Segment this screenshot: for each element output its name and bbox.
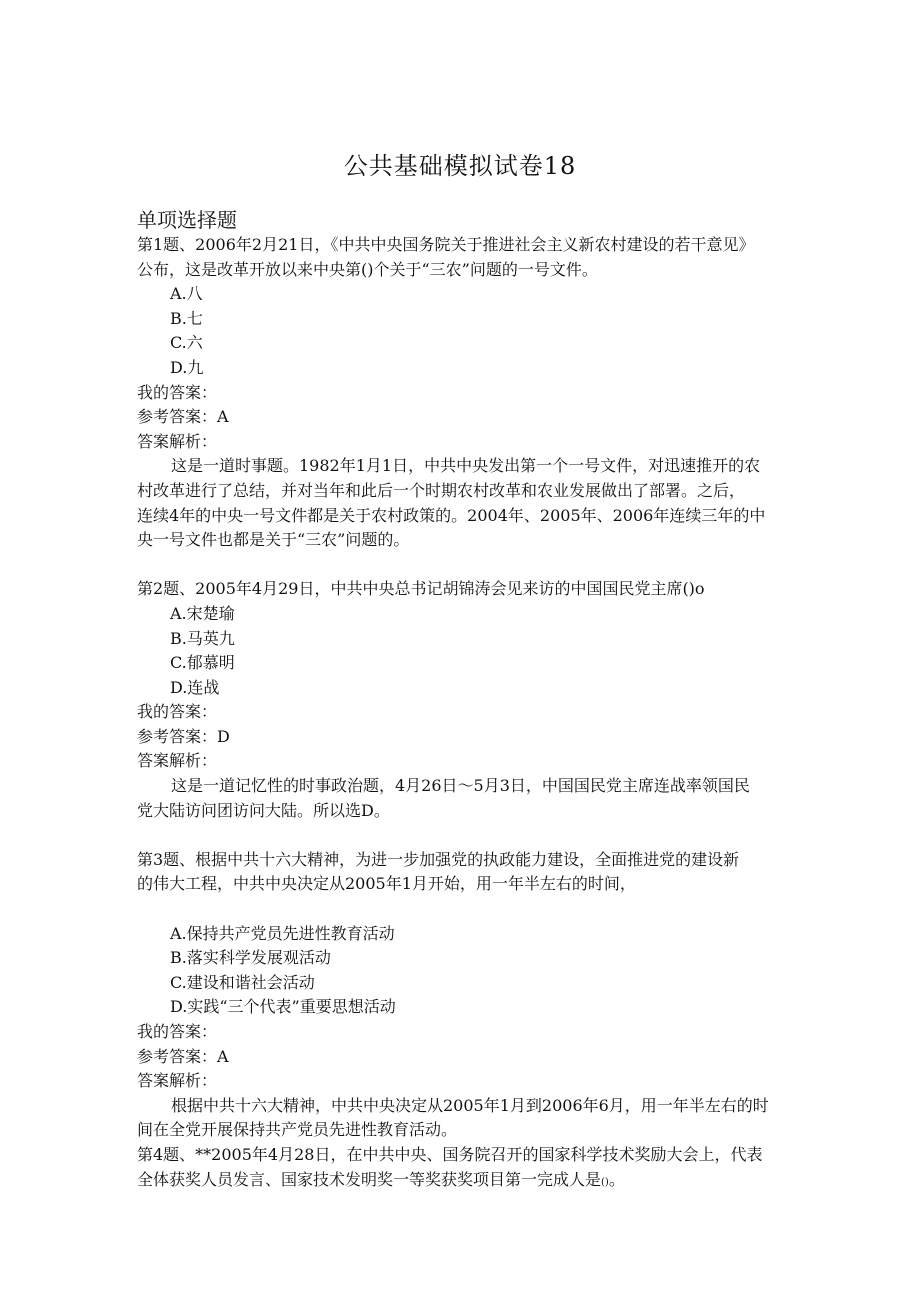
option-a: A.八 [170,284,203,304]
option-a: A.宋楚瑜 [170,603,235,623]
reference-answer: 参考答案：D [137,726,230,746]
option-b: B.落实科学发展观活动 [170,948,331,968]
question-stem-line: 的伟大工程，中共中央决定从2005年1月开始，用一年半左右的时间， [137,874,636,894]
page-title: 公共基础模拟试卷18 [343,152,577,180]
question-3 [137,848,785,1143]
analysis-line: 连续4年的中央一号文件都是关于农村政策的。2004年、2005年、2006年连续三年的中 [137,505,766,525]
answer-blank: () [601,1176,609,1188]
analysis-line: 央一号文件也都是关于“三农”问题的。 [137,530,410,550]
my-answer-label: 我的答案： [137,702,218,722]
question-stem-line: 第3题、根据中共十六大精神，为进一步加强党的执政能力建设，全面推进党的建设新 [137,849,740,869]
question-4 [137,1143,785,1192]
analysis-line: 根据中共十六大精神，中共中央决定从2005年1月到2006年6月，用一年半左右的时 [171,1095,769,1115]
option-a: A.保持共产党员先进性教育活动 [170,923,395,943]
reference-answer: 参考答案：A [137,1046,229,1066]
question-list [137,233,785,1192]
analysis-label: 答案解析： [137,431,218,451]
option-c: C.建设和谐社会活动 [170,972,315,992]
analysis-line: 这是一道记忆性的时事政治题，4月26日～5月3日，中国国民党主席连战率领国民 [171,776,750,796]
question-stem-end: 。 [608,1169,625,1189]
option-b: B.七 [170,308,203,328]
question-stem-line: 第1题、2006年2月21日，《中共中央国务院关于推进社会主义新农村建设的若干意见》 [137,235,755,254]
question-stem-text: 全体获奖人员发言、国家技术发明奖一等奖获奖项目第一完成人是 [137,1169,602,1189]
question-1 [137,233,785,553]
analysis-line: 党大陆访问团访问大陆。所以选D。 [137,800,390,820]
question-stem-line-last [137,1168,785,1193]
analysis-label: 答案解析： [137,751,218,771]
option-c: C.六 [170,333,203,353]
question-stem-line: 第4题、**2005年4月28日，在中共中央、国务院召开的国家科学技术奖励大会上，代表 [137,1144,763,1164]
spacer [137,823,785,848]
option-b: B.马英九 [170,628,235,648]
spacer [137,897,785,922]
my-answer-label: 我的答案： [137,382,218,402]
analysis-label: 答案解析： [137,1071,218,1091]
analysis-line: 间在全党开展保持共产党员先进性教育活动。 [137,1120,458,1140]
analysis-line: 这是一道时事题。1982年1月1日，中共中央发出第一个一号文件，对迅速推开的农 [171,456,761,476]
question-stem-line: 第2题、2005年4月29日，中共中央总书记胡锦涛会见来访的中国国民党主席()o [137,579,705,599]
option-c: C.郁慕明 [170,653,235,673]
question-stem-line: 公布，这是改革开放以来中央第()个关于“三农”问题的一号文件。 [137,259,598,279]
my-answer-label: 我的答案： [137,1022,218,1041]
spacer [137,553,785,578]
option-d: D.九 [170,357,204,377]
question-2 [137,577,785,823]
analysis-line: 村改革进行了总结，并对当年和此后一个时期农村改革和农业发展做出了部署。之后， [137,480,746,500]
option-d: D.实践“三个代表”重要思想活动 [170,997,396,1017]
option-d: D.连战 [170,677,220,697]
section-heading: 单项选择题 [137,208,237,232]
reference-answer: 参考答案：A [137,407,229,427]
